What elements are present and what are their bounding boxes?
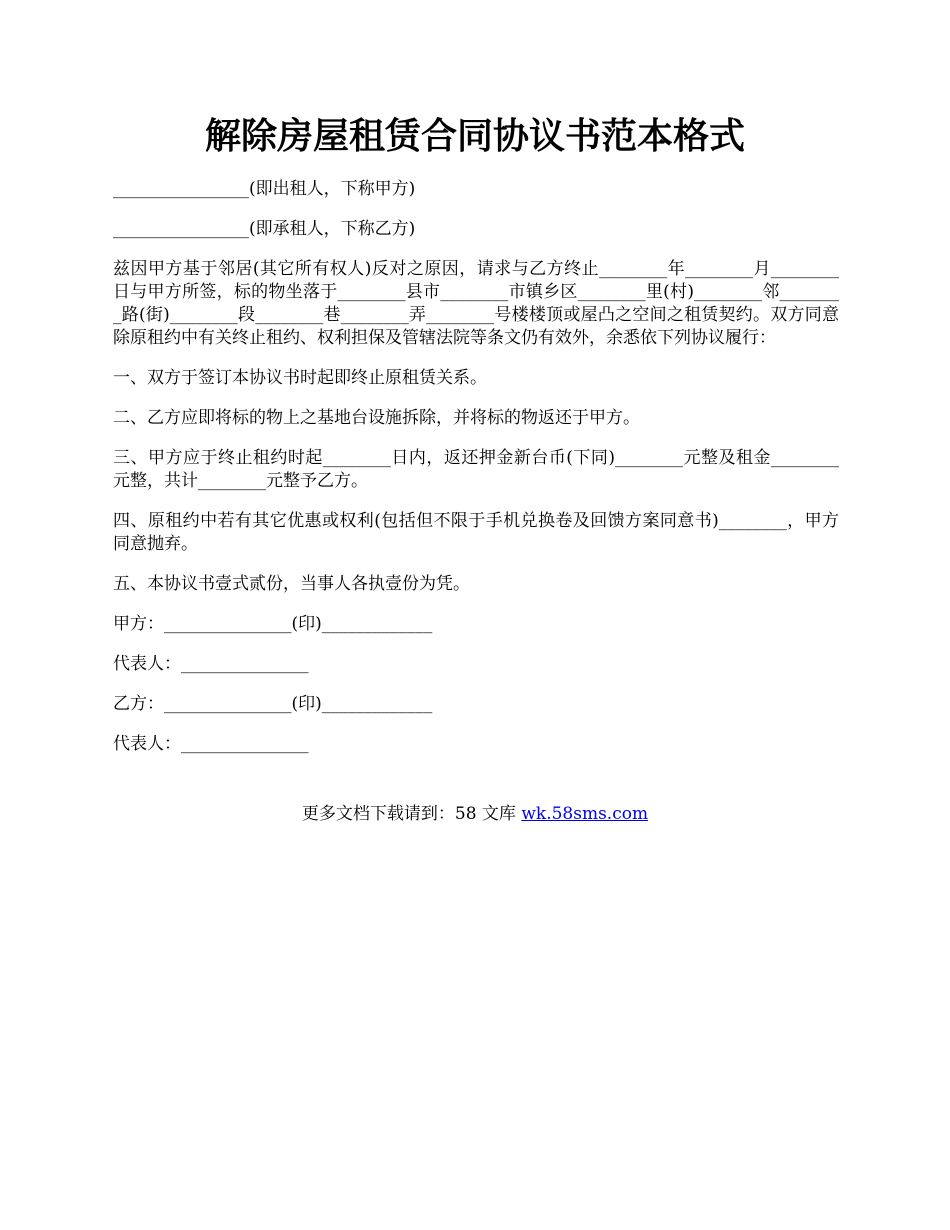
lessee-line: ________________(即承租人，下称乙方) xyxy=(113,219,416,239)
party-a-signature: 甲方：_______________(印)_____________ xyxy=(113,614,433,634)
document-body xyxy=(113,178,839,773)
party-b-representative: 代表人：_______________ xyxy=(113,734,309,754)
preamble-paragraph: 兹因甲方基于邻居(其它所有权人)反对之原因，请求与乙方终止________年________月________日与甲方所签，标的物坐落于________县市________市镇乡区________里(村)________邻________路(街)________段________巷________弄________号楼楼顶或屋凸之空间之租赁契约。双方同意除原租约中有关终止租约、权利担保及管辖法院等条文仍有效外，余悉依下列协议履行： xyxy=(113,259,839,348)
footer-text: 更多文档下载请到：58 文库 xyxy=(301,804,522,824)
lessor-line: ________________(即出租人，下称甲方) xyxy=(113,179,416,199)
clause-3: 三、甲方应于终止租约时起________日内，返还押金新台币(下同)________元整及租金________元整，共计________元整予乙方。 xyxy=(113,448,839,491)
party-b-signature: 乙方：_______________(印)_____________ xyxy=(113,694,433,714)
clause-2: 二、乙方应即将标的物上之基地台设施拆除，并将标的物返还于甲方。 xyxy=(113,408,640,428)
download-footer xyxy=(0,803,950,826)
document-title: 解除房屋租赁合同协议书范本格式 xyxy=(204,115,745,157)
clause-4: 四、原租约中若有其它优惠或权利(包括但不限于手机兑换卷及回馈方案同意书)________，甲方同意抛弃。 xyxy=(113,511,839,554)
clause-5: 五、本协议书壹式贰份，当事人各执壹份为凭。 xyxy=(113,574,470,594)
clause-1: 一、双方于签订本协议书时起即终止原租赁关系。 xyxy=(113,368,487,388)
footer-link[interactable]: wk.58sms.com xyxy=(521,804,649,824)
party-a-representative: 代表人：_______________ xyxy=(113,654,309,674)
